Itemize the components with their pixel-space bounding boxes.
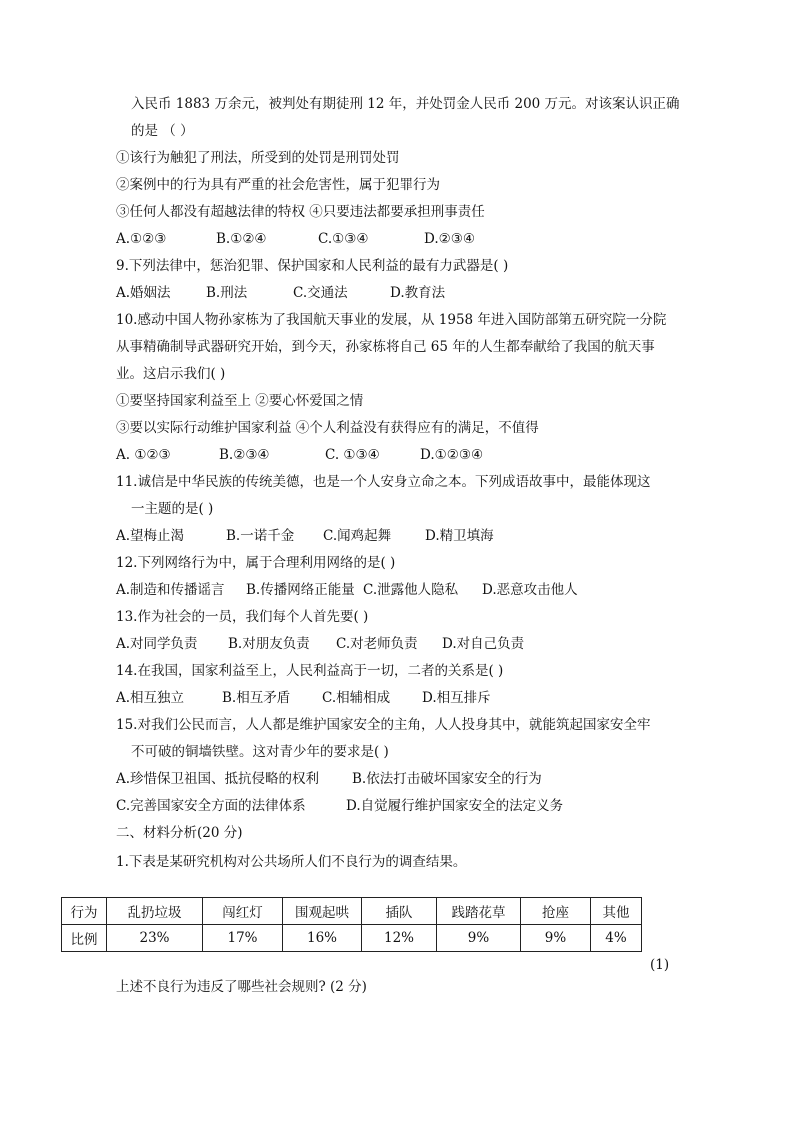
q15-option-a: A.珍惜保卫祖国、抵抗侵略的权利 bbox=[116, 771, 320, 787]
q8-stem-line-2: 的是 （ ） bbox=[131, 123, 194, 139]
q11-option-a: A.望梅止渴 bbox=[116, 528, 185, 544]
q15-options-row-2 bbox=[116, 796, 563, 816]
q8-option-c: C.①③④ bbox=[318, 231, 369, 247]
q13-options bbox=[116, 634, 524, 654]
q8-stem-line-1: 入民币 1883 万余元，被判处有期徒刑 12 年，并处罚金人民币 200 万元。对该案认识正确 bbox=[131, 96, 680, 112]
q9-options bbox=[116, 283, 445, 303]
table-cell: 17% bbox=[203, 925, 283, 952]
q12-options bbox=[116, 580, 578, 600]
q8-statement-1: ①该行为触犯了刑法，所受到的处罚是刑罚处罚 bbox=[116, 150, 400, 166]
q14-options bbox=[116, 688, 491, 708]
q10-option-b: B.②③④ bbox=[219, 447, 270, 463]
table-row bbox=[62, 898, 642, 925]
q14-stem: 14.在我国，国家利益至上，人民利益高于一切，二者的关系是( ) bbox=[116, 663, 504, 679]
table-cell: 12% bbox=[362, 925, 437, 952]
q14-option-c: C.相辅相成 bbox=[322, 690, 391, 706]
sub-question-1: 上述不良行为违反了哪些社会规则? (2 分) bbox=[116, 979, 367, 995]
table-cell: 4% bbox=[591, 925, 642, 952]
table-cell: 23% bbox=[107, 925, 203, 952]
q15-option-d: D.自觉履行维护国家安全的法定义务 bbox=[346, 798, 564, 814]
table-cell: 比例 bbox=[62, 925, 107, 952]
q9-option-c: C.交通法 bbox=[293, 285, 348, 301]
q15-option-c: C.完善国家安全方面的法律体系 bbox=[116, 798, 306, 814]
q10-stem-line-1: 10.感动中国人物孙家栋为了我国航天事业的发展，从 1958 年进入国防部第五研究院一分院 bbox=[116, 312, 667, 328]
section-title: 二、材料分析(20 分) bbox=[116, 825, 243, 841]
q11-stem-line-2: 一主题的是( ) bbox=[131, 501, 214, 517]
q12-option-c: C.泄露他人隐私 bbox=[363, 582, 459, 598]
survey-table bbox=[61, 897, 642, 952]
q10-statement-3-4: ③要以实际行动维护国家利益 ④个人利益没有获得应有的满足，不值得 bbox=[116, 420, 539, 436]
q14-option-b: B.相互矛盾 bbox=[222, 690, 291, 706]
q12-option-d: D.恶意攻击他人 bbox=[482, 582, 578, 598]
table-cell: 围观起哄 bbox=[283, 898, 362, 925]
q9-option-a: A.婚姻法 bbox=[116, 285, 171, 301]
q13-option-a: A.对同学负责 bbox=[116, 636, 198, 652]
q9-stem: 9.下列法律中，惩治犯罪、保护国家和人民利益的最有力武器是( ) bbox=[116, 258, 509, 274]
q11-option-d: D.精卫填海 bbox=[425, 528, 494, 544]
q8-option-b: B.①②④ bbox=[216, 231, 267, 247]
q8-options bbox=[116, 229, 475, 249]
q10-stem-line-3: 业。这启示我们( ) bbox=[116, 366, 226, 382]
q13-stem: 13.作为社会的一员，我们每个人首先要( ) bbox=[116, 609, 369, 625]
q14-option-d: D.相互排斥 bbox=[422, 690, 491, 706]
q9-option-b: B.刑法 bbox=[206, 285, 248, 301]
q9-option-d: D.教育法 bbox=[390, 285, 446, 301]
q13-option-c: C.对老师负责 bbox=[336, 636, 418, 652]
q12-stem: 12.下列网络行为中，属于合理利用网络的是( ) bbox=[116, 555, 396, 571]
q8-statement-2: ②案例中的行为具有严重的社会危害性，属于犯罪行为 bbox=[116, 177, 440, 193]
q10-option-d: D.①②③④ bbox=[420, 447, 484, 463]
q8-option-d: D.②③④ bbox=[424, 231, 475, 247]
q12-option-a: A.制造和传播谣言 bbox=[116, 582, 225, 598]
table-cell: 抢座 bbox=[521, 898, 591, 925]
q8-statement-3-4: ③任何人都没有超越法律的特权 ④只要违法都要承担刑事责任 bbox=[116, 204, 485, 220]
sub-question-number: (1) bbox=[650, 957, 670, 973]
q11-stem-line-1: 11.诚信是中华民族的传统美德，也是一个人安身立命之本。下列成语故事中，最能体现这 bbox=[116, 474, 651, 490]
q11-option-c: C.闻鸡起舞 bbox=[323, 528, 392, 544]
q11-option-b: B.一诺千金 bbox=[226, 528, 295, 544]
material-intro: 1.下表是某研究机构对公共场所人们不良行为的调查结果。 bbox=[116, 854, 467, 870]
table-row bbox=[62, 925, 642, 952]
table-cell: 9% bbox=[437, 925, 521, 952]
q10-stem-line-2: 从事精确制导武器研究开始，到今天，孙家栋将自己 65 年的人生都奉献给了我国的航天事 bbox=[116, 339, 655, 355]
table-cell: 行为 bbox=[62, 898, 107, 925]
table-cell: 插队 bbox=[362, 898, 437, 925]
q13-option-d: D.对自己负责 bbox=[442, 636, 525, 652]
q10-option-c: C. ①③④ bbox=[325, 447, 380, 463]
q10-statement-1-2: ①要坚持国家利益至上 ②要心怀爱国之情 bbox=[116, 393, 364, 409]
table-cell: 闯红灯 bbox=[203, 898, 283, 925]
q10-options bbox=[116, 445, 483, 465]
q12-option-b: B.传播网络正能量 bbox=[246, 582, 355, 598]
q15-stem-line-2: 不可破的铜墙铁壁。这对青少年的要求是( ) bbox=[131, 744, 389, 760]
q15-options-row-1 bbox=[116, 769, 542, 789]
table-cell: 16% bbox=[283, 925, 362, 952]
table-cell: 乱扔垃圾 bbox=[107, 898, 203, 925]
q15-stem-line-1: 15.对我们公民而言，人人都是维护国家安全的主角，人人投身其中，就能筑起国家安全牢 bbox=[116, 717, 651, 733]
q14-option-a: A.相互独立 bbox=[116, 690, 185, 706]
q11-options bbox=[116, 526, 494, 546]
table-cell: 9% bbox=[521, 925, 591, 952]
table-cell: 践踏花草 bbox=[437, 898, 521, 925]
q13-option-b: B.对朋友负责 bbox=[228, 636, 310, 652]
q8-option-a: A.①②③ bbox=[116, 231, 167, 247]
q10-option-a: A. ①②③ bbox=[116, 447, 171, 463]
table-cell: 其他 bbox=[591, 898, 642, 925]
q15-option-b: B.依法打击破坏国家安全的行为 bbox=[352, 771, 542, 787]
